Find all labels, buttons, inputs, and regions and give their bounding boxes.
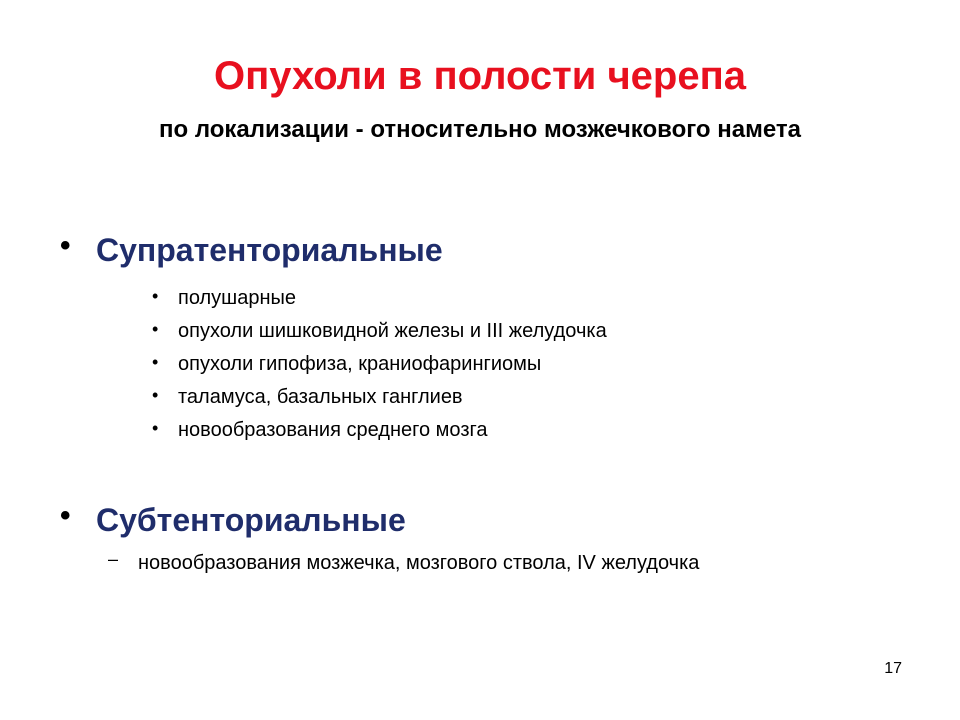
section-heading-text: Субтенториальные bbox=[96, 502, 406, 538]
section-heading-text: Супратенториальные bbox=[96, 232, 443, 268]
list-item bbox=[60, 348, 607, 381]
section-heading bbox=[60, 500, 699, 540]
list-item-text: таламуса, базальных ганглиев bbox=[178, 386, 463, 408]
slide-title: Опухоли в полости черепа bbox=[214, 54, 746, 98]
list-item-text: новообразования среднего мозга bbox=[178, 419, 488, 441]
list-item bbox=[60, 381, 607, 414]
section-heading bbox=[60, 230, 607, 270]
list-item-text: новообразования мозжечка, мозгового ствола, IV желудочка bbox=[138, 552, 700, 574]
bullet-icon: • bbox=[152, 319, 159, 339]
list-item-text: опухоли гипофиза, краниофарингиомы bbox=[178, 353, 542, 375]
list-item-text: опухоли шишковидной железы и III желудочка bbox=[178, 320, 607, 342]
dash-icon: – bbox=[108, 549, 119, 569]
page-number: 17 bbox=[884, 660, 902, 677]
bullet-icon: • bbox=[152, 352, 159, 372]
list-item-text: полушарные bbox=[178, 287, 297, 309]
bullet-icon: • bbox=[60, 499, 71, 532]
supratentorial-list bbox=[60, 282, 607, 447]
bullet-icon: • bbox=[152, 286, 159, 306]
list-item bbox=[60, 548, 699, 578]
list-item bbox=[60, 282, 607, 315]
list-item bbox=[60, 315, 607, 348]
bullet-icon: • bbox=[60, 229, 71, 262]
bullet-icon: • bbox=[152, 385, 159, 405]
list-item bbox=[60, 414, 607, 447]
section-supratentorial bbox=[60, 230, 607, 447]
slide-subtitle: по локализации - относительно мозжечкового намета bbox=[159, 116, 801, 143]
bullet-icon: • bbox=[152, 418, 159, 438]
section-subtentorial bbox=[60, 500, 699, 578]
